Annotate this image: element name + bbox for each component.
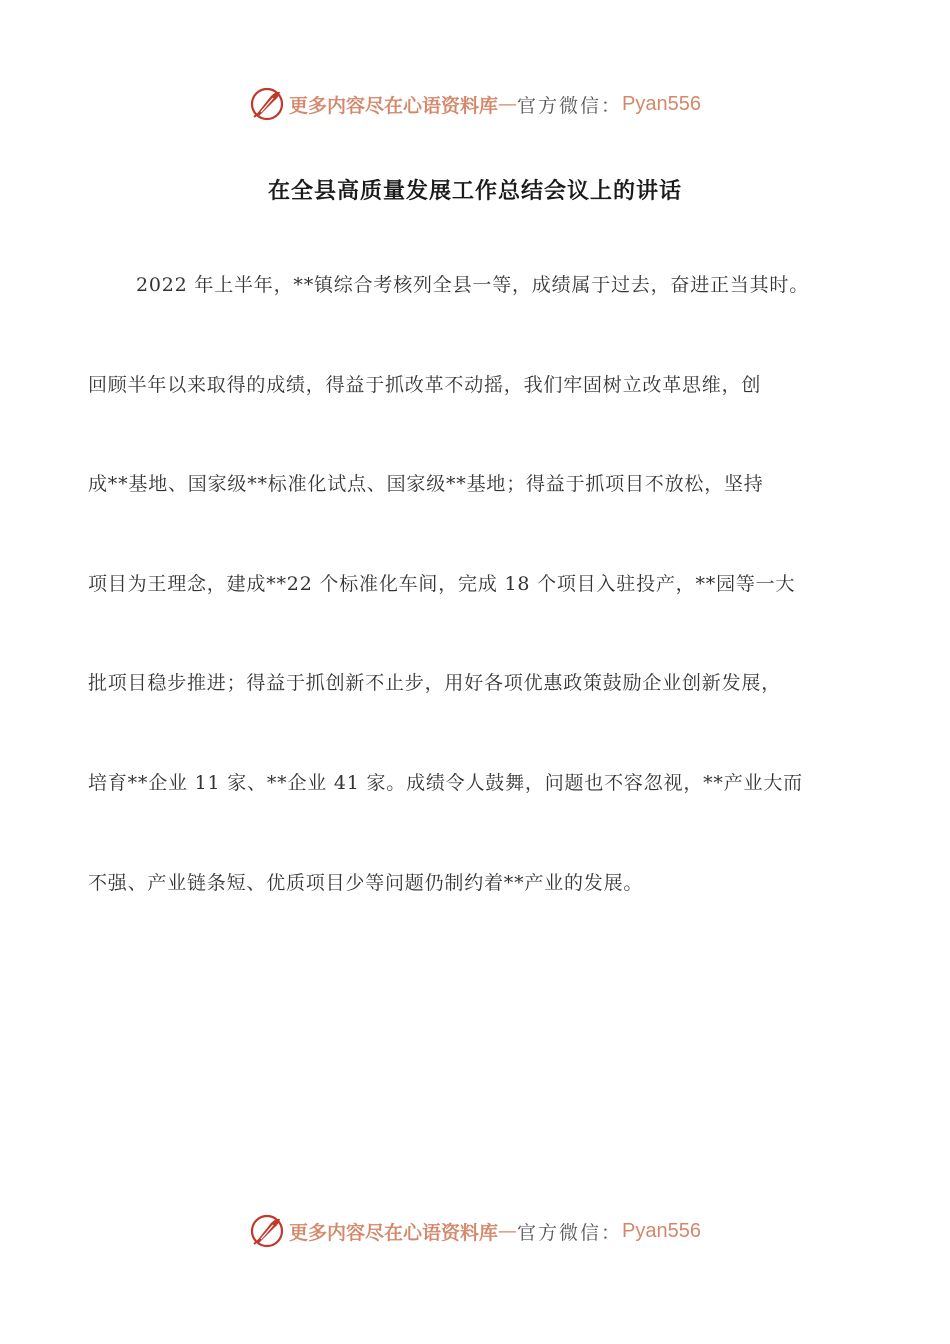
document-body xyxy=(88,262,868,959)
document-title: 在全县高质量发展工作总结会议上的讲话 xyxy=(267,178,682,204)
banner-main-text: 更多内容尽在心语资料库 xyxy=(289,94,499,117)
body-line: 成**基地、国家级**标准化试点、国家级**基地；得益于抓项目不放松，坚持 xyxy=(88,473,764,496)
banner-wechat-label: 官方微信： xyxy=(517,94,623,117)
banner-wechat-id: Pyan556 xyxy=(622,1219,701,1242)
body-line: 培育**企业 11 家、**企业 41 家。成绩令人鼓舞，问题也不容忽视，**产业大而 xyxy=(88,771,803,794)
body-line: 2022 年上半年，**镇综合考核列全县一等，成绩属于过去，奋进正当其时。 xyxy=(136,274,809,296)
quill-pen-logo-icon xyxy=(249,1213,285,1249)
banner-separator: — xyxy=(498,93,518,115)
body-line: 批项目稳步推进；得益于抓创新不止步，用好各项优惠政策鼓励企业创新发展， xyxy=(88,672,782,695)
banner-wechat-id: Pyan556 xyxy=(622,92,701,115)
quill-pen-logo-icon xyxy=(249,86,285,122)
body-line: 回顾半年以来取得的成绩，得益于抓改革不动摇，我们牢固树立改革思维，创 xyxy=(88,373,762,396)
header-banner xyxy=(0,82,950,126)
body-line: 不强、产业链条短、优质项目少等问题仍制约着**产业的发展。 xyxy=(88,871,644,894)
footer-banner xyxy=(0,1209,950,1253)
banner-wechat-label: 官方微信： xyxy=(517,1221,623,1244)
banner-separator: — xyxy=(498,1220,518,1242)
banner-main-text: 更多内容尽在心语资料库 xyxy=(289,1221,499,1244)
body-line: 项目为王理念，建成**22 个标准化车间，完成 18 个项目入驻投产，**园等一大 xyxy=(88,572,796,595)
